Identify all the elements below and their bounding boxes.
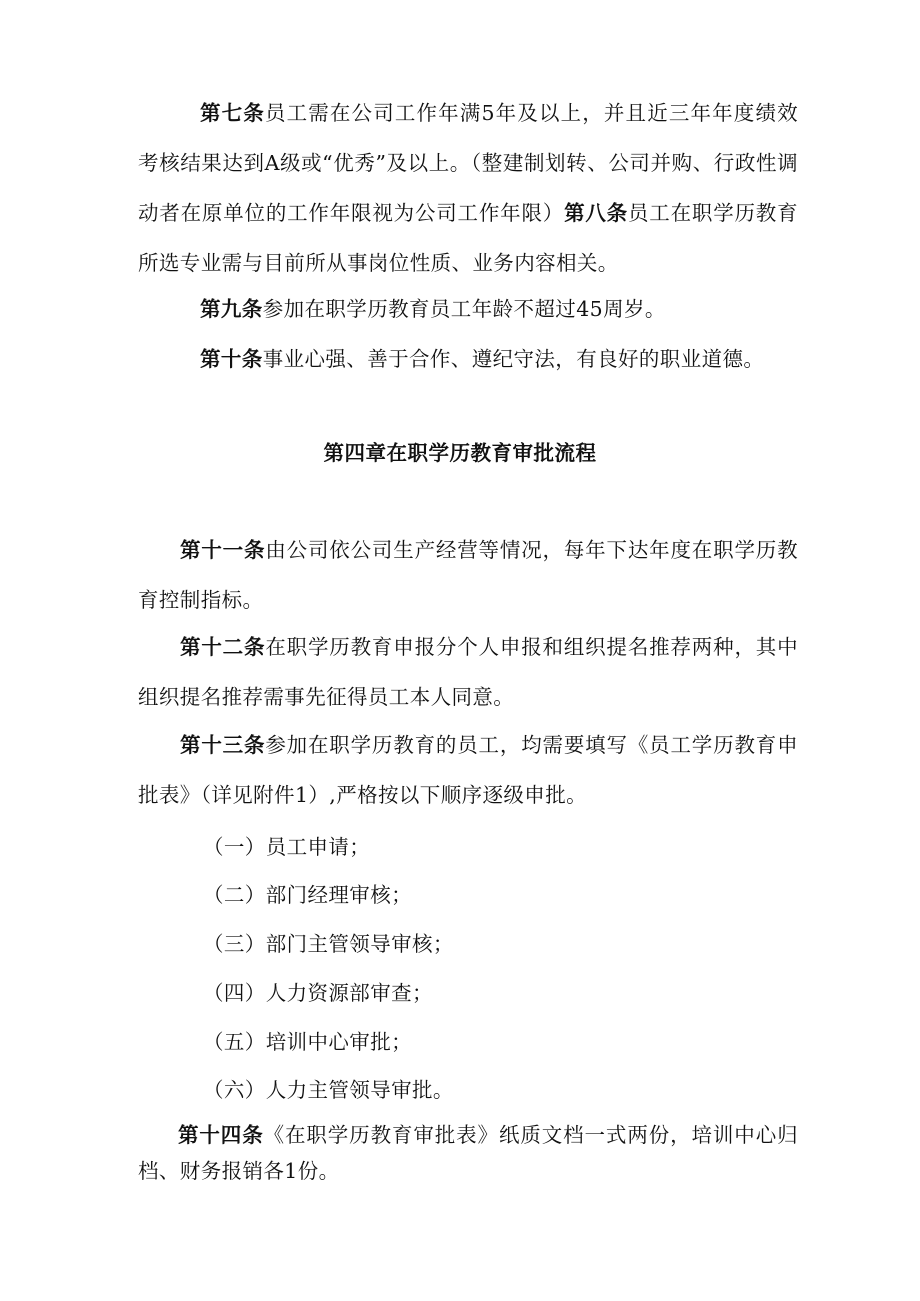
article-11-label: 第十一条 [180,538,266,562]
step-4: （四）人力资源部审查； [203,981,433,1005]
article-14-label: 第十四条 [178,1123,264,1147]
article-8-text: 员工在职学历教育所选专业需与目前所从事岗位性质、业务内容相关。 [138,201,799,275]
step-1: （一）员工申请； [203,835,371,859]
article-11-text: 由公司依公司生产经营等情况，每年下达年度在职学历教育控制指标。 [138,538,799,612]
chapter-4-title: 第四章在职学历教育审批流程 [323,441,597,465]
step-6: （六）人力主管领导审批。 [203,1078,454,1102]
article-10-label: 第十条 [200,347,263,371]
article-10-paragraph [138,334,798,384]
step-5: （五）培训中心审批； [203,1030,412,1054]
article-8-label: 第八条 [564,201,628,225]
article-7-text: 员工需在公司工作年满5年及以上，并且近三年年度绩效考核结果达到A级或“优秀”及以上。（整建制划转、公司并购、行政性调动者在原单位的工作年限视为公司工作年限） [138,101,798,225]
article-13-paragraph [138,720,798,820]
article-11-paragraph [138,525,798,625]
article-14-paragraph [138,1117,798,1189]
article-9-label: 第九条 [200,297,263,321]
article-7-label: 第七条 [200,101,265,125]
step-2: （二）部门经理审核； [203,883,412,907]
step-3: （三）部门主管领导审核； [203,932,454,956]
article-12-text: 在职学历教育申报分个人申报和组织提名推荐两种，其中组织提名推荐需事先征得员工本人同意。 [138,635,799,709]
article-12-label: 第十二条 [180,635,266,659]
article-7-and-8-paragraph [138,88,798,288]
article-9-paragraph [138,284,798,334]
article-13-text: 参加在职学历教育的员工，均需要填写《员工学历教育申批表》（详见附件1）,严格按以下顺序逐级申批。 [138,733,799,807]
article-10-text: 事业心强、善于合作、遵纪守法，有良好的职业道德。 [262,347,765,371]
article-13-label: 第十三条 [180,733,266,757]
article-14-text: 《在职学历教育审批表》纸质文档一式两份，培训中心归档、财务报销各1份。 [138,1123,798,1183]
article-9-text: 参加在职学历教育员工年龄不超过45周岁。 [262,297,666,321]
article-12-paragraph [138,622,798,722]
